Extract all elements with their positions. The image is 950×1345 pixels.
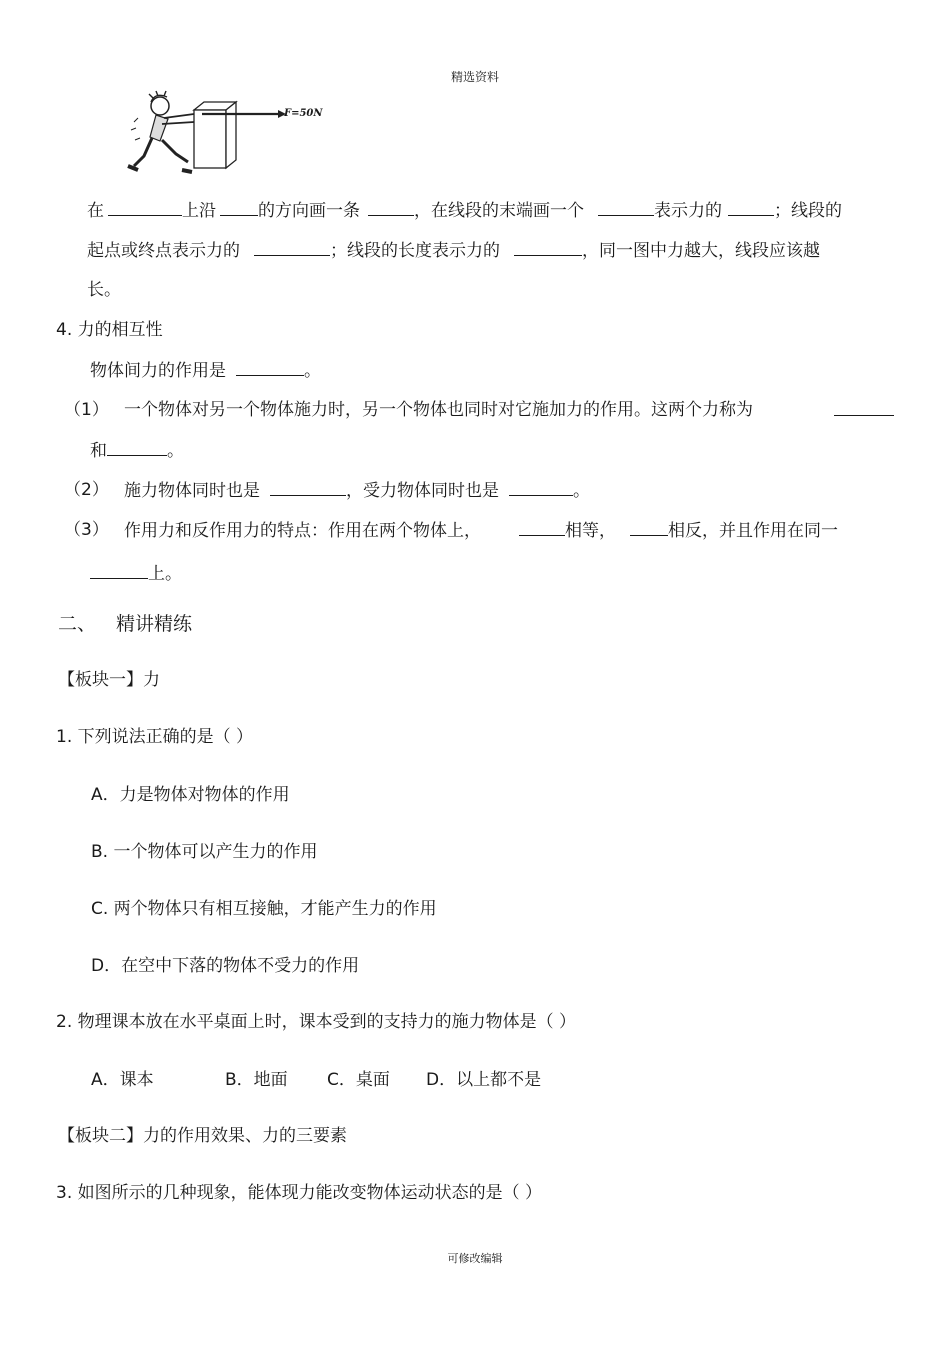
text: ；线段的长度表示力的 <box>330 241 500 261</box>
blank[interactable] <box>254 239 330 256</box>
item1-text: 一个物体对另一个物体施力时，另一个物体也同时对它施加力的作用。这两个力称为 <box>124 400 753 420</box>
section2-number: 二、 <box>58 613 97 635</box>
text: 作用力和反作用力的特点：作用在两个物体上， <box>124 521 481 541</box>
blank[interactable] <box>368 199 414 216</box>
q2-option-a[interactable]: A．课本 <box>91 1070 154 1090</box>
page-header: 精选资料 <box>450 70 499 84</box>
q1-option-c[interactable]: C. 两个物体只有相互接触，才能产生力的作用 <box>91 899 437 919</box>
blank[interactable] <box>236 359 304 376</box>
item2-number: （2） <box>64 480 109 500</box>
section4-heading: 4. 力的相互性 <box>56 320 163 340</box>
blank[interactable] <box>509 479 573 496</box>
item1-blank[interactable] <box>834 399 894 420</box>
text: 施力物体同时也是 <box>124 481 260 501</box>
blank[interactable] <box>834 399 894 416</box>
blank[interactable] <box>630 519 668 536</box>
section4-line1 <box>90 359 321 382</box>
diagram-line-3: 长。 <box>87 280 121 300</box>
text: ，同一图中力越大，线段应该越 <box>582 241 820 261</box>
item2-text <box>124 479 590 502</box>
block1-title: 【板块一】力 <box>58 670 160 690</box>
item3-number: （3） <box>64 520 109 540</box>
text: 和 <box>90 441 107 461</box>
blank[interactable] <box>108 199 182 216</box>
item1-cont <box>90 439 184 462</box>
text: 物体间力的作用是 <box>90 361 226 381</box>
text: 在 <box>87 201 104 221</box>
text: 表示力的 <box>654 201 722 221</box>
text: ；线段的 <box>774 201 842 221</box>
blank[interactable] <box>270 479 346 496</box>
q3-stem: 3. 如图所示的几种现象，能体现力能改变物体运动状态的是（ ） <box>56 1183 543 1203</box>
text: 相等， <box>565 521 616 541</box>
section2-title: 精讲精练 <box>116 613 193 635</box>
q1-option-d[interactable]: D．在空中下落的物体不受力的作用 <box>91 956 360 976</box>
text: 上沿 <box>182 201 216 221</box>
diagram-line-1 <box>87 199 842 222</box>
q2-option-b[interactable]: B．地面 <box>225 1070 288 1090</box>
q1-option-b[interactable]: B. 一个物体可以产生力的作用 <box>91 842 318 862</box>
blank[interactable] <box>519 519 565 536</box>
q2-option-c[interactable]: C．桌面 <box>327 1070 390 1090</box>
text: 相反，并且作用在同一 <box>668 521 838 541</box>
q1-option-a[interactable]: A．力是物体对物体的作用 <box>91 785 290 805</box>
q2-option-d[interactable]: D．以上都不是 <box>426 1070 542 1090</box>
pushing-box-figure <box>120 88 330 183</box>
block2-title: 【板块二】力的作用效果、力的三要素 <box>58 1126 347 1146</box>
blank[interactable] <box>598 199 654 216</box>
boy-pushing-box-illustration <box>120 88 330 183</box>
q1-stem: 1. 下列说法正确的是（ ） <box>56 727 254 747</box>
text: 的方向画一条 <box>258 201 360 221</box>
item1-number: （1） <box>64 400 109 420</box>
text: ，在线段的末端画一个 <box>414 201 584 221</box>
blank[interactable] <box>107 439 167 456</box>
blank[interactable] <box>514 239 582 256</box>
item3-text <box>124 519 838 542</box>
text: 上。 <box>148 564 182 584</box>
text: 起点或终点表示力的 <box>87 241 240 261</box>
text: 。 <box>167 441 184 461</box>
blank[interactable] <box>90 562 148 579</box>
diagram-line-2 <box>87 239 820 262</box>
item3-cont <box>90 562 182 585</box>
text: 。 <box>304 361 321 381</box>
blank[interactable] <box>728 199 774 216</box>
force-label: F=50N <box>284 108 323 119</box>
q2-stem: 2. 物理课本放在水平桌面上时，课本受到的支持力的施力物体是（ ） <box>56 1012 577 1032</box>
blank[interactable] <box>220 199 258 216</box>
text: 。 <box>573 481 590 501</box>
page-footer: 可修改编辑 <box>447 1252 503 1265</box>
text: ，受力物体同时也是 <box>346 481 499 501</box>
